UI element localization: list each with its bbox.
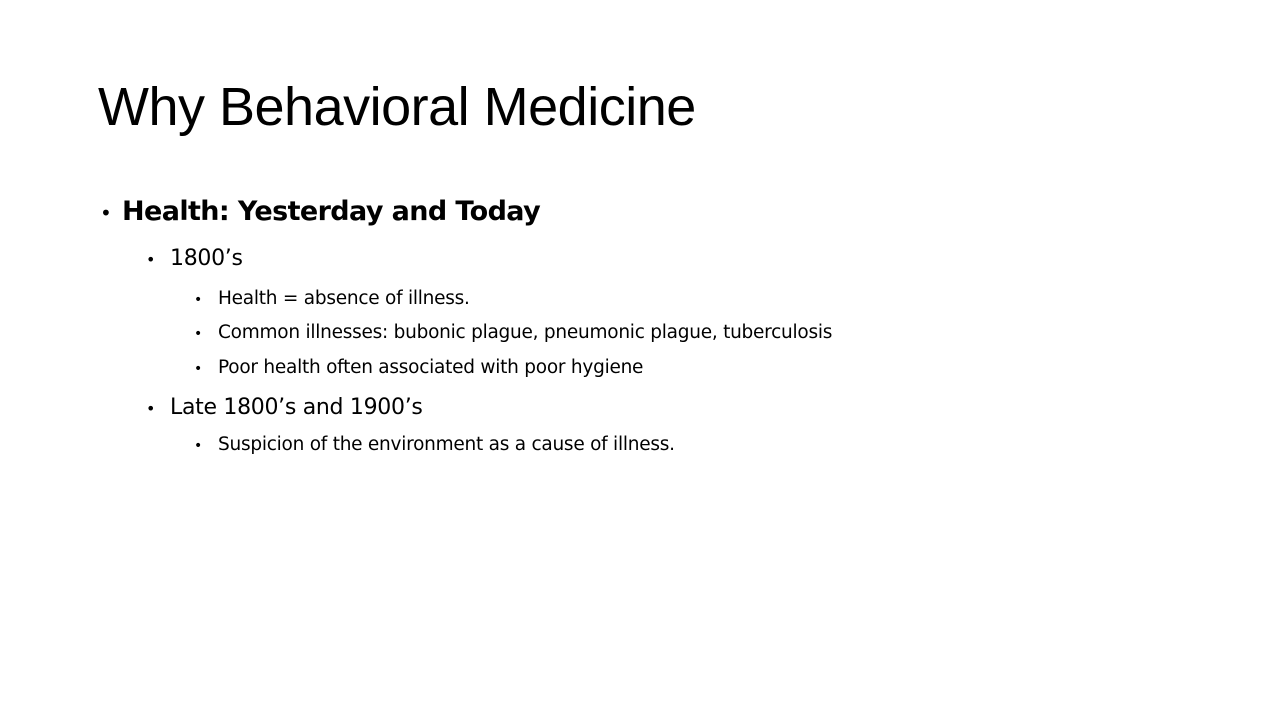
bullet-text: Suspicion of the environment as a cause of illness.: [218, 434, 675, 455]
bullet-poor-hygiene: [194, 357, 643, 378]
bullet-icon: •: [194, 292, 203, 308]
bullet-environment-suspicion: [194, 434, 675, 455]
bullet-icon: •: [100, 201, 112, 225]
bullet-1800s: [146, 246, 243, 271]
bullet-text: Health = absence of illness.: [218, 288, 470, 309]
bullet-icon: •: [146, 399, 156, 418]
bullet-icon: •: [194, 361, 203, 377]
bullet-text: Health: Yesterday and Today: [122, 196, 541, 227]
bullet-health-yesterday-today: [100, 196, 540, 227]
bullet-icon: •: [194, 326, 203, 342]
bullet-text: Common illnesses: bubonic plague, pneumonic plague, tuberculosis: [218, 322, 833, 343]
bullet-text: Late 1800’s and 1900’s: [170, 395, 423, 420]
bullet-icon: •: [146, 250, 156, 269]
bullet-common-illnesses: [194, 322, 832, 343]
bullet-text: Poor health often associated with poor hygiene: [218, 357, 644, 378]
bullet-icon: •: [194, 438, 203, 454]
bullet-health-definition: [194, 288, 470, 309]
slide-title: Why Behavioral Medicine: [98, 77, 696, 137]
bullet-text: 1800’s: [170, 246, 243, 271]
bullet-late-1800s-1900s: [146, 395, 423, 420]
